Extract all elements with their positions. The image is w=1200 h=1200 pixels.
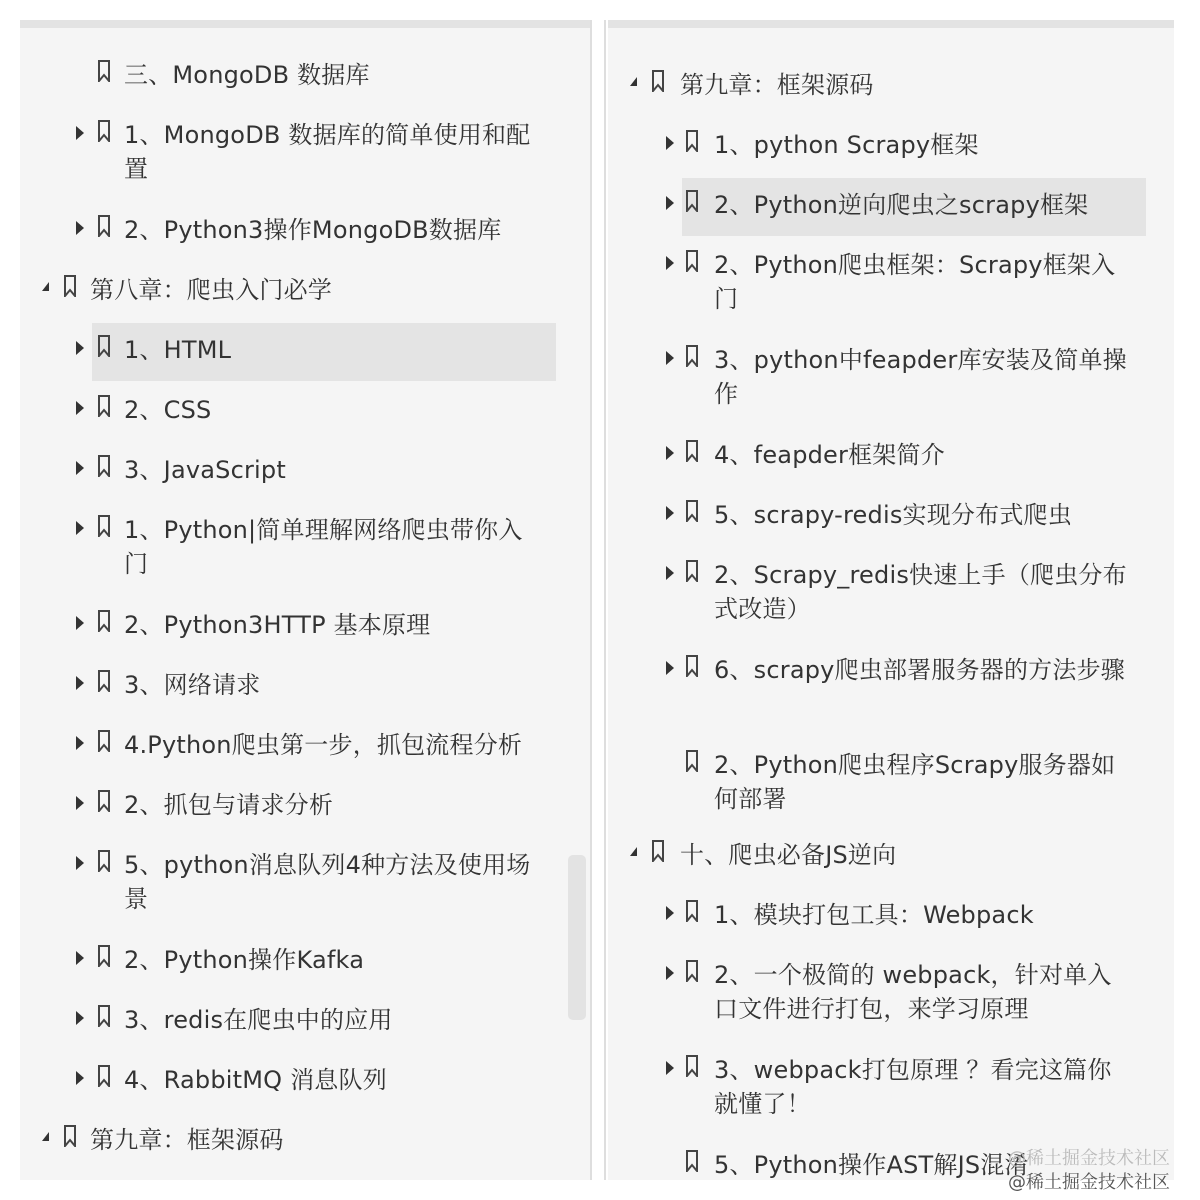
bookmark-icon [98, 515, 110, 537]
tree-item-label: 2、Python3操作MongoDB数据库 [124, 216, 502, 244]
tree-item-label: 2、抓包与请求分析 [124, 791, 334, 819]
bookmark-icon [686, 960, 698, 982]
bookmark-icon [652, 70, 664, 92]
triangle-right-icon[interactable] [666, 506, 674, 520]
watermark-shadow: @稀土掘金技术社区 [1008, 1148, 1170, 1169]
bookmark-icon [686, 190, 698, 212]
triangle-right-icon[interactable] [666, 966, 674, 980]
bookmark-icon [64, 275, 76, 297]
tree-item-label: 3、python中feapder库安装及简单操作 [714, 346, 1127, 408]
tree-item-label: 第八章：爬虫入门必学 [90, 276, 332, 304]
tree-item-label: 5、scrapy-redis实现分布式爬虫 [714, 501, 1072, 529]
scrollbar-thumb[interactable] [568, 855, 586, 1020]
tree-item-label: 2、CSS [124, 396, 212, 424]
tree-item-label: 5、Python操作AST解JS混淆 [714, 1151, 1029, 1179]
bookmark-icon [98, 1005, 110, 1027]
bookmark-icon [98, 455, 110, 477]
tree-item-label: 4.Python爬虫第一步，抓包流程分析 [124, 731, 523, 759]
triangle-right-icon[interactable] [666, 196, 674, 210]
triangle-right-icon[interactable] [76, 521, 84, 535]
bookmark-icon [98, 790, 110, 812]
tree-item-label: 2、Python操作Kafka [124, 946, 365, 974]
tree-item-label: 十、爬虫必备JS逆向 [680, 841, 897, 869]
bookmark-icon [98, 395, 110, 417]
bookmark-icon [686, 750, 698, 772]
bookmark-icon [686, 500, 698, 522]
triangle-right-icon[interactable] [76, 616, 84, 630]
bookmark-icon [98, 1065, 110, 1087]
tree-item-label: 3、网络请求 [124, 671, 261, 699]
tree-item-label: 4、feapder框架简介 [714, 441, 945, 469]
bookmark-icon [98, 945, 110, 967]
tree-item-label: 1、MongoDB 数据库的简单使用和配置 [124, 121, 531, 183]
triangle-right-icon[interactable] [76, 856, 84, 870]
triangle-right-icon[interactable] [666, 1061, 674, 1075]
bookmark-icon [64, 1125, 76, 1147]
bookmark-icon [686, 1150, 698, 1172]
bookmark-icon [686, 900, 698, 922]
tree-item-label: 2、Python逆向爬虫之scrapy框架 [714, 191, 1089, 219]
right-panel-border [604, 20, 606, 1180]
tree-item-label: 2、Python爬虫框架：Scrapy框架入门 [714, 251, 1116, 313]
triangle-right-icon[interactable] [666, 136, 674, 150]
triangle-right-icon[interactable] [666, 906, 674, 920]
tree-item-label: 3、webpack打包原理 ？看完这篇你就懂了！ [714, 1056, 1112, 1118]
bookmark-icon [98, 120, 110, 142]
tree-item-label: 第九章：框架源码 [680, 71, 874, 99]
bookmark-icon [652, 840, 664, 862]
triangle-down-icon[interactable] [630, 77, 637, 86]
bookmark-icon [98, 730, 110, 752]
tree-item-label: 1、Python|简单理解网络爬虫带你入门 [124, 516, 523, 578]
tree-item-label: 2、Python爬虫程序Scrapy服务器如何部署 [714, 751, 1116, 813]
right-outline-panel[interactable] [608, 20, 1174, 1180]
bookmark-icon [686, 345, 698, 367]
tree-item-label: 第九章：框架源码 [90, 1126, 284, 1154]
tree-item-label: 三、MongoDB 数据库 [124, 61, 370, 89]
bookmark-icon [686, 130, 698, 152]
tree-item-label: 2、Python3HTTP 基本原理 [124, 611, 431, 639]
triangle-down-icon[interactable] [630, 847, 637, 856]
left-panel-border [590, 20, 592, 1180]
tree-item-label: 2、一个极简的 webpack，针对单入口文件进行打包，来学习原理 [714, 961, 1112, 1023]
triangle-right-icon[interactable] [666, 566, 674, 580]
triangle-right-icon[interactable] [666, 446, 674, 460]
tree-item-label: 2、Scrapy_redis快速上手（爬虫分布式改造） [714, 561, 1127, 623]
watermark: @稀土掘金技术社区 [1008, 1172, 1170, 1193]
tree-item-label: 5、python消息队列4种方法及使用场景 [124, 851, 531, 913]
triangle-right-icon[interactable] [76, 1071, 84, 1085]
tree-item-label: 6、scrapy爬虫部署服务器的方法步骤 [714, 656, 1125, 684]
bookmark-icon [686, 440, 698, 462]
tree-item-label: 1、HTML [124, 336, 232, 364]
triangle-right-icon[interactable] [666, 256, 674, 270]
triangle-right-icon[interactable] [76, 221, 84, 235]
tree-item-label: 4、RabbitMQ 消息队列 [124, 1066, 387, 1094]
triangle-right-icon[interactable] [76, 736, 84, 750]
bookmark-icon [98, 215, 110, 237]
tree-item-label: 3、JavaScript [124, 456, 286, 484]
tree-item-label: 1、python Scrapy框架 [714, 131, 979, 159]
triangle-right-icon[interactable] [76, 796, 84, 810]
triangle-right-icon[interactable] [76, 126, 84, 140]
triangle-right-icon[interactable] [76, 676, 84, 690]
triangle-down-icon[interactable] [42, 1132, 49, 1141]
tree-item-label: 1、模块打包工具：Webpack [714, 901, 1034, 929]
bookmark-icon [98, 610, 110, 632]
bookmark-icon [686, 560, 698, 582]
triangle-right-icon[interactable] [76, 461, 84, 475]
bookmark-icon [686, 250, 698, 272]
triangle-right-icon[interactable] [666, 661, 674, 675]
bookmark-icon [98, 670, 110, 692]
panel-top-edge [20, 20, 590, 28]
triangle-right-icon[interactable] [76, 1011, 84, 1025]
bookmark-icon [686, 655, 698, 677]
triangle-down-icon[interactable] [42, 282, 49, 291]
left-outline-panel[interactable] [20, 20, 590, 1180]
tree-item-label: 3、redis在爬虫中的应用 [124, 1006, 393, 1034]
triangle-right-icon[interactable] [76, 951, 84, 965]
triangle-right-icon[interactable] [666, 351, 674, 365]
bookmark-icon [98, 850, 110, 872]
bookmark-icon [98, 335, 110, 357]
bookmark-icon [686, 1055, 698, 1077]
bookmark-icon [98, 60, 110, 82]
panel-top-edge [608, 20, 1174, 28]
triangle-right-icon[interactable] [76, 341, 84, 355]
triangle-right-icon[interactable] [76, 401, 84, 415]
